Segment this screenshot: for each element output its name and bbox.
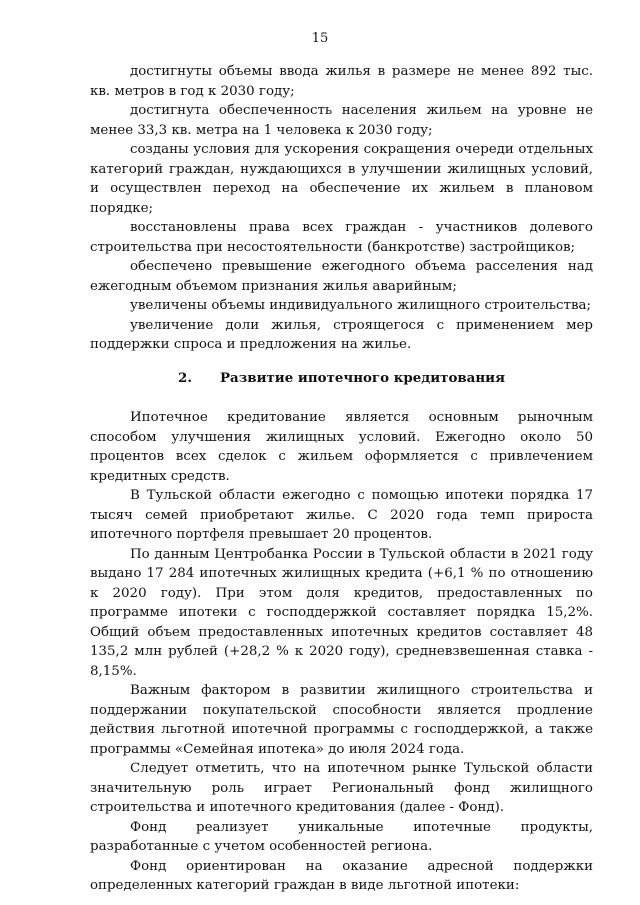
bullet-paragraph: восстановлены права всех граждан - участников долевого строительства при несостоятельности (банкротстве) застройщиков;: [90, 220, 593, 255]
body-paragraph: Ипотечное кредитование является основным рыночным способом улучшения жилищных условий. Ежегодно около 50 процентов всех сделок с жильем оформляется с привлечением кредитных средств.: [90, 410, 593, 484]
body-paragraph: В Тульской области ежегодно с помощью ипотеки порядка 17 тысяч семей приобретают жилье. С 2020 года темп прироста ипотечного портфеля превышает 20 процентов.: [90, 488, 593, 542]
bullet-paragraph: обеспечено превышение ежегодного объема расселения над ежегодным объемом признания жилья аварийным;: [90, 259, 593, 294]
body-paragraph: Фонд реализует уникальные ипотечные продукты, разработанные с учетом особенностей региона.: [90, 819, 593, 854]
bullet-paragraph: увеличение доли жилья, строящегося с применением мер поддержки спроса и предложения на жилье.: [90, 317, 593, 352]
body-paragraph: Важным фактором в развитии жилищного строительства и поддержании покупательской способности является продление действия льготной ипотечной программы с господдержкой, а также программы «Семейная ипотека» до июля 2024 года.: [90, 683, 593, 757]
section-heading: [90, 369, 593, 389]
bullet-paragraph: увеличены объемы индивидуального жилищного строительства;: [130, 298, 591, 313]
bullet-paragraph: достигнуты объемы ввода жилья в размере не менее 892 тыс. кв. метров в год к 2030 году;: [90, 64, 593, 99]
body-paragraph: По данным Центробанка России в Тульской области в 2021 году выдано 17 284 ипотечных жилищных кредита (+6,1 % по отношению к 2020 году). При этом доля кредитов, предоставленных по программе ипотеки с господдержкой составляет порядка 15,2%. Общий объем предоставленных ипотечных кредитов составляет 48 135,2 млн рублей (+28,2 % к 2020 году), средневзвешенная ставка - 8,15%.: [90, 546, 593, 679]
bullet-paragraph: созданы условия для ускорения сокращения очереди отдельных категорий граждан, нуждающихся в улучшении жилищных условий, и осуществлен переход на обеспечение их жильем в плановом порядке;: [90, 142, 593, 216]
body-paragraph: Следует отметить, что на ипотечном рынке Тульской области значительную роль играет Региональный фонд жилищного строительства и ипотечного кредитования (далее - Фонд).: [90, 761, 593, 815]
document-body: [90, 62, 593, 896]
section-number: 2.: [178, 369, 192, 386]
section-title: Развитие ипотечного кредитования: [219, 369, 505, 386]
bullet-paragraph: достигнута обеспеченность населения жильем на уровне не менее 33,3 кв. метра на 1 человека к 2030 году;: [90, 103, 593, 138]
page-number: 15: [311, 31, 329, 46]
body-paragraph: Фонд ориентирован на оказание адресной поддержки определенных категорий граждан в виде льготной ипотеки:: [90, 858, 593, 893]
